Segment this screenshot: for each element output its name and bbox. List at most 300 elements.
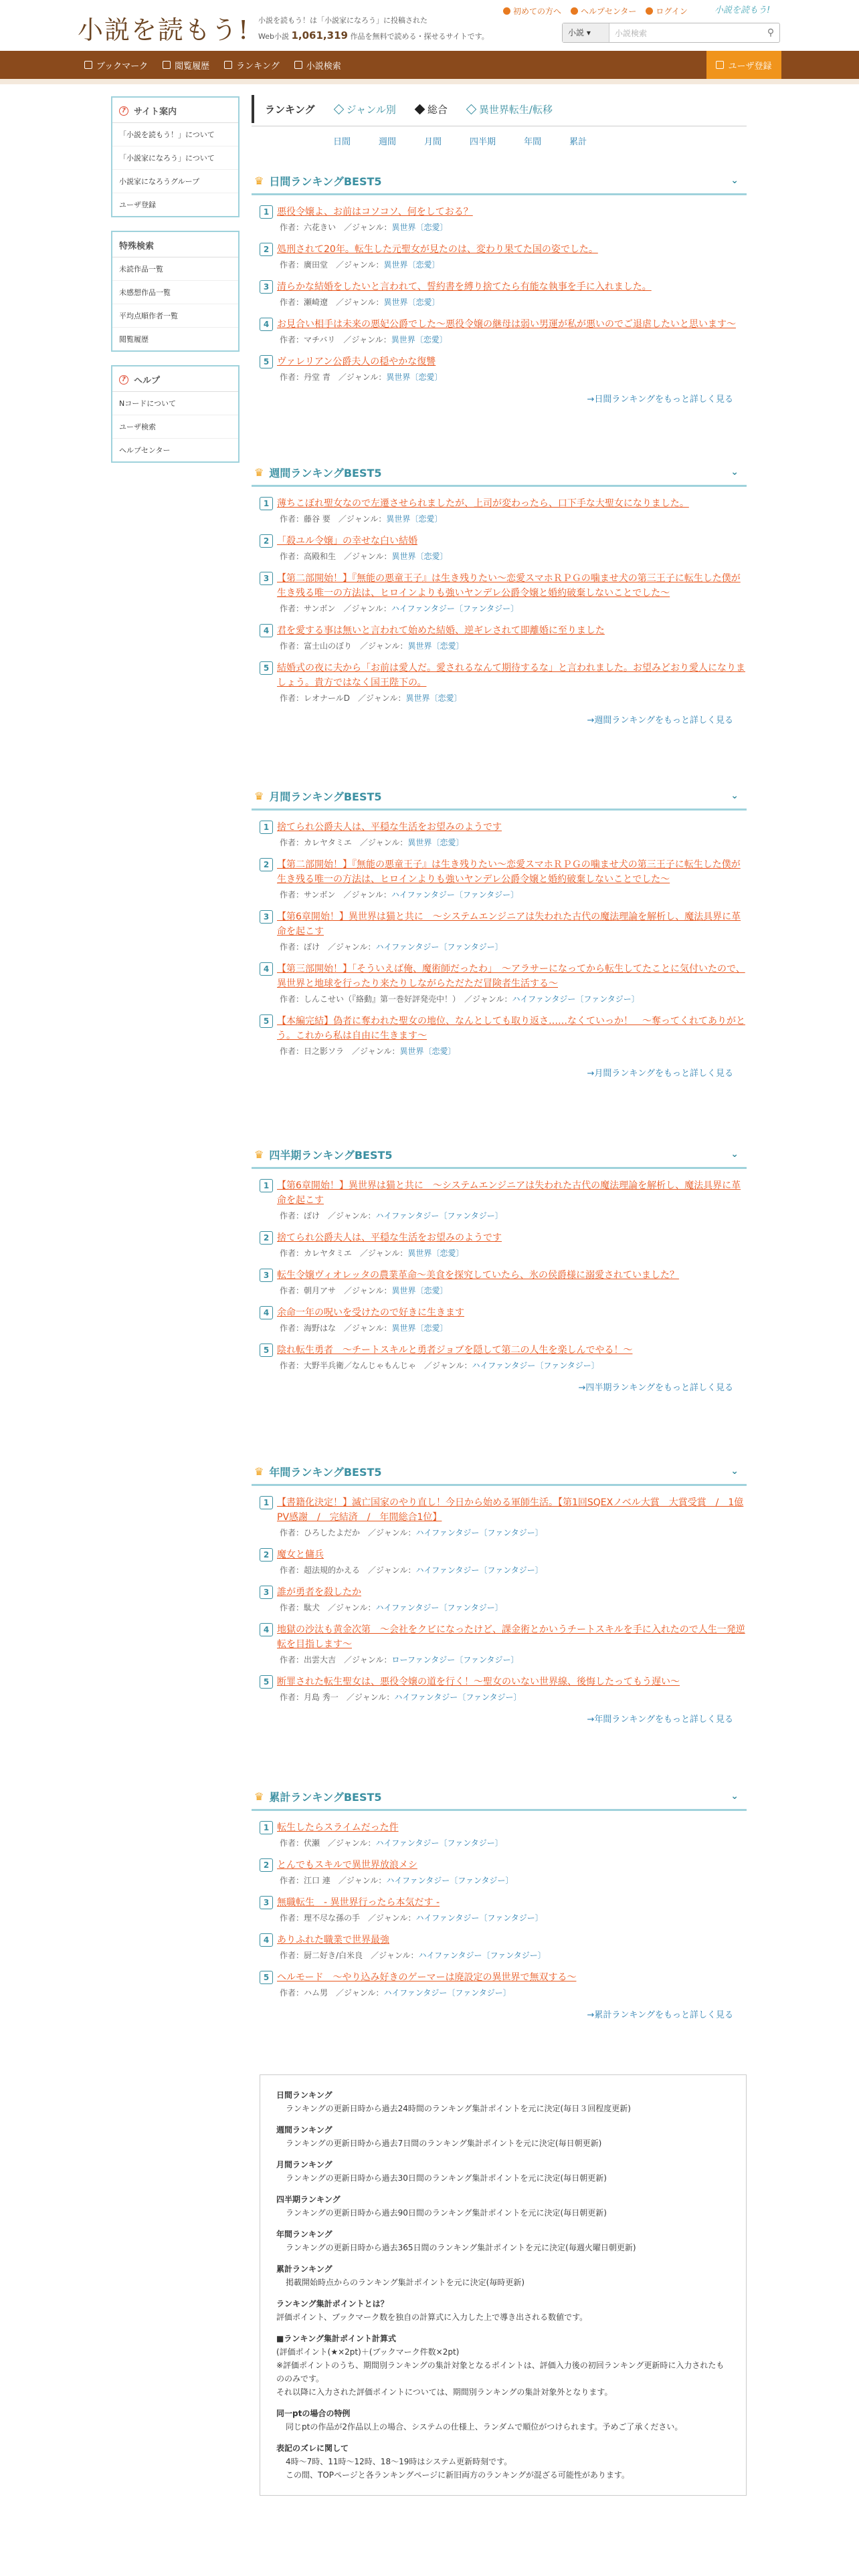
special-search-box [111, 231, 240, 352]
tab-genre[interactable]: ジャンル別 [335, 102, 396, 116]
entries-list [252, 487, 747, 704]
search-icon[interactable]: ⚲ [767, 27, 775, 38]
site-guide-title: ? サイト案内 [112, 98, 238, 123]
genre-link[interactable]: ハイファンタジー〔ファンタジー〕 [415, 1566, 543, 1575]
novel-title-link[interactable]: 【第6章開始！】異世界は猫と共に ～システムエンジニアは失われた古代の魔法理論を解析し、魔法具界に革命を起こす [277, 911, 741, 937]
list-item [260, 1970, 747, 1998]
entries-list [252, 811, 747, 1057]
bookmark-icon [84, 61, 92, 69]
section-header[interactable] [252, 1459, 747, 1486]
note-heading: 累計ランキング [276, 2264, 332, 2274]
genre-link[interactable]: 異世界〔恋愛〕 [407, 838, 464, 847]
author-link[interactable]: ぽけ [304, 942, 320, 952]
entry-meta: 作者：六花きい ／ジャンル：異世界〔恋愛〕 [280, 223, 448, 232]
period-link[interactable]: 年間 [524, 137, 542, 147]
rank-badge: 1 [260, 1179, 273, 1192]
author-label: 作者： [280, 641, 304, 651]
genre-label: ジャンル： [354, 1693, 395, 1702]
note-heading: 表記のズレに関して [276, 2444, 349, 2453]
search-input[interactable]: 小説検索 [615, 28, 648, 38]
ranking-tabs [252, 95, 747, 123]
entry-meta: 作者：江口 連 ／ジャンル：ハイファンタジー〔ファンタジー〕 [280, 1876, 514, 1885]
entry-meta: 作者：マチバリ ／ジャンル：異世界〔恋愛〕 [280, 335, 448, 344]
author-label: 作者： [280, 604, 304, 613]
genre-link[interactable]: ハイファンタジー〔ファンタジー〕 [375, 1838, 503, 1848]
genre-label: ジャンル： [366, 693, 406, 703]
rank-badge: 5 [260, 355, 273, 368]
genre-link[interactable]: 異世界〔恋愛〕 [386, 514, 443, 524]
rank-badge: 3 [260, 1586, 273, 1599]
entry-meta: 作者：ぽけ ／ジャンル：ハイファンタジー〔ファンタジー〕 [280, 942, 503, 952]
genre-label: ジャンル： [376, 1566, 416, 1575]
author-label: 作者： [280, 1951, 304, 1960]
genre-label: ジャンル： [352, 1323, 392, 1333]
author-link[interactable]: 超法規的かえる [304, 1566, 361, 1575]
genre-link[interactable]: ハイファンタジー〔ファンタジー〕 [386, 1876, 514, 1885]
novel-title-link[interactable]: 転生したらスライムだった件 [277, 1822, 399, 1833]
note-text: ランキングの更新日時から過去24時間のランキング集計ポイントを元に決定(毎日３回程度更新) [286, 2104, 631, 2113]
list-item [260, 1585, 747, 1613]
top-nav [503, 5, 688, 17]
novel-title-link[interactable]: 【書籍化決定！】滅亡国家のやり直し！今日から始める軍師生活。【第1回SQEXノベル大賞 大賞受賞 / 1億PV感謝 / 完結済 / 年間総合1位】 [277, 1497, 744, 1523]
author-link[interactable]: 高殿和生 [304, 552, 337, 561]
period-link[interactable]: 週間 [379, 137, 397, 147]
author-link[interactable]: ひろしたよだか [304, 1528, 361, 1537]
note-heading: 同一ptの場合の特例 [276, 2409, 351, 2418]
genre-link[interactable]: 異世界〔恋愛〕 [383, 260, 440, 270]
entry-meta: 作者：駄犬 ／ジャンル：ハイファンタジー〔ファンタジー〕 [280, 1603, 503, 1612]
author-label: 作者： [280, 838, 304, 847]
novel-title-link[interactable]: ヘルモード ～やり込み好きのゲーマーは廃設定の異世界で無双する～ [277, 1972, 577, 1983]
novel-title-link[interactable]: 地獄の沙汰も黄金次第 ～会社をクビになったけど、課金術とかいうチートスキルを手に入れたので人生一発逆転を目指します～ [277, 1624, 745, 1650]
genre-link[interactable]: ハイファンタジー〔ファンタジー〕 [375, 1211, 503, 1220]
novel-title-link[interactable]: 処刑されて20年。転生した元聖女が見たのは、変わり果てた国の姿でした。 [277, 244, 598, 255]
section-header[interactable] [252, 1784, 747, 1811]
sidebar-item[interactable]: 「小説を読もう！」について [112, 123, 238, 146]
period-link[interactable]: 累計 [569, 137, 587, 147]
period-links [252, 126, 747, 153]
sidebar-item[interactable]: 未感想作品一覧 [112, 281, 238, 304]
crown-icon: ♛ [254, 790, 264, 802]
nav-search[interactable]: 小説検索 [294, 59, 341, 72]
note-heading: 四半期ランキング [276, 2195, 341, 2204]
rank-badge: 2 [260, 1548, 273, 1562]
genre-label: ジャンル： [346, 514, 387, 524]
entry-meta: 作者：ひろしたよだか ／ジャンル：ハイファンタジー〔ファンタジー〕 [280, 1528, 543, 1537]
chevron-down-icon[interactable]: ⌄ [731, 1791, 739, 1802]
genre-label: ジャンル： [352, 552, 392, 561]
sidebar-item[interactable]: ユーザ登録 [119, 201, 156, 209]
section-header[interactable] [252, 169, 747, 195]
entry-meta: 作者：超法規的かえる ／ジャンル：ハイファンタジー〔ファンタジー〕 [280, 1566, 543, 1575]
author-link[interactable]: ハム男 [304, 1988, 328, 1998]
novel-title-link[interactable]: 悪役令嬢よ、お前はコソコソ、何をしておる？ [277, 207, 473, 217]
author-link[interactable]: 伏瀬 [304, 1838, 320, 1848]
author-label: 作者： [280, 335, 304, 344]
search-form [562, 23, 780, 43]
note-heading: 年間ランキング [276, 2230, 332, 2239]
rank-badge: 3 [260, 572, 273, 585]
rank-badge: 3 [260, 1269, 273, 1282]
author-label: 作者： [280, 1361, 304, 1370]
rank-badge: 5 [260, 661, 273, 675]
author-link[interactable]: 廣田堂 [304, 260, 328, 270]
tagline: 小説を読もう！は「小説家になろう」に投稿された [258, 16, 427, 25]
note-heading: ランキング集計ポイントとは？ [276, 2299, 389, 2309]
question-icon: ? [119, 375, 128, 385]
crown-icon: ♛ [254, 1465, 264, 1478]
author-label: 作者： [280, 260, 304, 270]
genre-link[interactable]: ハイファンタジー〔ファンタジー〕 [391, 604, 519, 613]
entry-meta: 作者：サンボン ／ジャンル：ハイファンタジー〔ファンタジー〕 [280, 604, 519, 613]
period-link[interactable]: 日間 [333, 137, 351, 147]
rank-badge: 4 [260, 318, 273, 331]
section-title: 日間ランキングBEST5 [269, 175, 382, 188]
section-header[interactable] [252, 1142, 747, 1169]
author-link[interactable]: 月島 秀一 [304, 1693, 339, 1702]
rank-badge: 5 [260, 1971, 273, 1984]
sidebar-item[interactable]: ヘルプセンター [119, 446, 171, 455]
novel-title-link[interactable]: 【第二部開始！】『無能の悪童王子』は生き残りたい～恋愛スマホＲＰＧの噛ませ犬の第三王子に転生した僕が生き残る唯一の方法は、ヒロインよりも強いヤンデレ公爵令嬢と婚約破棄しないことでした～ [277, 573, 741, 599]
author-link[interactable]: 大野半兵衛／なんじゃもんじゃ [304, 1361, 417, 1370]
rank-badge: 3 [260, 1896, 273, 1909]
note-text: それ以降に入力された評価ポイントについては、期間別ランキングの集計対象外となります。 [276, 2387, 613, 2397]
crown-icon: ♛ [254, 1148, 264, 1161]
novel-title-link[interactable]: 【第三部開始！】「そういえば俺、魔術師だったわ」 ～アラサーになってから転生してたことに気付いたので、異世界と地球を行ったり来たりしながらただただ冒険者生活する～ [277, 964, 745, 989]
rank-badge: 4 [260, 1306, 273, 1319]
genre-label: ジャンル： [336, 1838, 376, 1848]
chevron-down-icon[interactable]: ⌄ [731, 175, 739, 186]
genre-label: ジャンル： [346, 1876, 387, 1885]
history-icon [163, 61, 171, 69]
note-text: ランキングの更新日時から過去30日間のランキング集計ポイントを元に決定(毎日朝更新) [286, 2173, 607, 2183]
list-item [260, 857, 747, 900]
author-link[interactable]: 理不尽な孫の手 [304, 1913, 361, 1923]
list-item [260, 962, 747, 1004]
list-item [260, 1343, 747, 1371]
list-item [260, 1268, 747, 1296]
list-item [260, 354, 747, 383]
genre-label: ジャンル： [368, 641, 408, 651]
list-item [260, 623, 747, 651]
rank-badge: 4 [260, 1933, 273, 1947]
period-link[interactable]: 四半期 [470, 137, 496, 147]
entry-meta: 作者：大野半兵衛／なんじゃもんじゃ ／ジャンル：ハイファンタジー〔ファンタジー〕 [280, 1361, 599, 1370]
list-item [260, 242, 747, 270]
author-link[interactable]: 江口 連 [304, 1876, 330, 1885]
genre-link[interactable]: ローファンタジー〔ファンタジー〕 [391, 1655, 519, 1665]
novel-title-link[interactable]: 結婚式の夜に夫から「お前は愛人だ。愛されるなんて期待するな」と言われました。お望みどおり愛人になりましょう。貴方ではなく国王陛下の。 [277, 663, 745, 688]
rank-badge: 5 [260, 1675, 273, 1689]
note-text: ランキングの更新日時から過去365日間のランキング集計ポイントを元に決定(毎週火曜日朝更新) [286, 2243, 636, 2252]
genre-link[interactable]: ハイファンタジー〔ファンタジー〕 [418, 1951, 546, 1960]
chevron-down-icon[interactable]: ⌄ [731, 790, 739, 801]
sidebar-item[interactable]: 小説家になろうグループ [112, 170, 238, 193]
author-link[interactable]: 日之影ソラ [304, 1047, 345, 1056]
help-center-link[interactable]: ヘルプセンター [571, 5, 636, 17]
note-text: 評価ポイント、ブックマーク数を独自の計算式に入力した上で導き出される数値です。 [276, 2313, 588, 2322]
note-heading: 日間ランキング [276, 2090, 332, 2100]
rank-badge: 2 [260, 1858, 273, 1872]
novel-title-link[interactable]: とんでもスキルで異世界放浪メシ [277, 1860, 417, 1870]
sidebar-item[interactable]: 平均点順作者一覧 [112, 304, 238, 328]
author-link[interactable]: カレヤタミエ [304, 838, 352, 847]
list-item [260, 205, 747, 233]
sidebar-item[interactable]: 未読作品一覧 [112, 257, 238, 281]
novel-title-link[interactable]: お見合い相手は未来の悪妃公爵でした～悪役令嬢の継母は弱い男運が私が悪いのでご退虐したいと思います～ [277, 319, 736, 330]
chevron-down-icon[interactable]: ⌄ [731, 1466, 739, 1477]
nav-ranking[interactable]: ランキング [224, 59, 280, 72]
author-link[interactable]: 海野はな [304, 1323, 337, 1333]
genre-link[interactable]: ハイファンタジー〔ファンタジー〕 [391, 890, 519, 899]
notes-list [276, 2088, 730, 2289]
list-item [260, 820, 747, 848]
note-text: 4時～7時、11時～12時、18～19時はシステム更新時刻です。 [286, 2457, 512, 2466]
list-item [260, 1230, 747, 1259]
genre-link[interactable]: 異世界〔恋愛〕 [407, 641, 464, 651]
crown-icon: ♛ [254, 1790, 264, 1803]
note-text: ランキングの更新日時から過去90日間のランキング集計ポイントを元に決定(毎日朝更新) [286, 2208, 607, 2218]
site-logo[interactable]: 小説を読もう! [78, 15, 250, 45]
novel-title-link[interactable]: 【本編完結】偽者に奪われた聖女の地位、なんとしても取り返さ……なくていっか！ ～奪ってくれてありがとう。これから私は自由に生きます～ [277, 1016, 745, 1041]
novel-title-link[interactable]: 【第6章開始！】異世界は猫と共に ～システムエンジニアは失われた古代の魔法理論を解析し、魔法具界に革命を起こす [277, 1180, 741, 1206]
more-link[interactable]: →週間ランキングをもっと詳しく見る [587, 716, 733, 726]
entry-meta: 作者：高殿和生 ／ジャンル：異世界〔恋愛〕 [280, 552, 448, 561]
chevron-down-icon[interactable]: ⌄ [731, 1149, 739, 1160]
entry-meta: 作者：しんこせい（『絡動』第一巻好評発売中！） ／ジャンル：ハイファンタジー〔ファンタジー〕 [280, 994, 640, 1004]
novel-title-link[interactable]: 君を愛する事は無いと言われて始めた結婚、逆ギレされて即離婚に至りました [277, 625, 605, 636]
list-item [260, 1622, 747, 1665]
genre-label: ジャンル： [351, 335, 391, 344]
nav-bookmark[interactable]: ブックマーク [84, 59, 148, 72]
genre-link[interactable]: ハイファンタジー〔ファンタジー〕 [415, 1528, 543, 1537]
register-button[interactable]: ユーザ登録 [706, 51, 781, 79]
list-item [260, 1178, 747, 1221]
special-search-title: 特殊検索 [112, 232, 238, 257]
novel-title-link[interactable]: 無職転生 - 異世界行ったら本気だす - [277, 1897, 440, 1908]
entry-meta: 作者：藤谷 要 ／ジャンル：異世界〔恋愛〕 [280, 514, 443, 524]
novel-title-link[interactable]: 捨てられ公爵夫人は、平穏な生活をお望みのようです [277, 822, 502, 833]
entries-list [252, 195, 747, 383]
genre-label: ジャンル： [346, 372, 387, 382]
sidebar-item[interactable]: 閲覧履歴 [119, 335, 149, 344]
author-link[interactable]: 瀬崎遼 [304, 298, 328, 307]
author-link[interactable]: 出雲大吉 [304, 1655, 337, 1665]
author-link[interactable]: 朝月アサ [304, 1286, 337, 1295]
help-icon [571, 7, 578, 15]
chevron-down-icon[interactable]: ⌄ [731, 467, 739, 477]
tab-total[interactable]: 総合 [416, 102, 448, 116]
section-title: 年間ランキングBEST5 [269, 1466, 382, 1479]
entries-list [252, 1169, 747, 1371]
author-link[interactable]: 丹堂 青 [304, 372, 330, 382]
entry-meta: 作者：サンボン ／ジャンル：ハイファンタジー〔ファンタジー〕 [280, 890, 519, 899]
more-link[interactable]: →年間ランキングをもっと詳しく見る [587, 1715, 733, 1725]
author-label: 作者： [280, 223, 304, 232]
diamond-icon [466, 104, 477, 114]
entry-meta: 作者：廣田堂 ／ジャンル：異世界〔恋愛〕 [280, 260, 440, 270]
entries-list [252, 1486, 747, 1703]
genre-label: ジャンル： [379, 1951, 419, 1960]
list-item [260, 1820, 747, 1848]
genre-link[interactable]: ハイファンタジー〔ファンタジー〕 [472, 1361, 599, 1370]
nav-subline [0, 79, 859, 84]
nav-history[interactable]: 閲覧履歴 [163, 59, 209, 72]
author-link[interactable]: 富士山のぼり [304, 641, 353, 651]
novel-title-link[interactable]: 転生令嬢ヴィオレッタの農業革命～美食を探究していたら、氷の侯爵様に溺愛されていました？ [277, 1270, 680, 1281]
list-item [260, 1858, 747, 1886]
novel-title-link[interactable]: ヴァレリアン公爵夫人の穏やかな復讐 [277, 356, 436, 367]
genre-link[interactable]: 異世界〔恋愛〕 [391, 552, 448, 561]
genre-label: ジャンル： [336, 1211, 376, 1220]
genre-link[interactable]: 異世界〔恋愛〕 [391, 1286, 448, 1295]
genre-link[interactable]: ハイファンタジー〔ファンタジー〕 [375, 942, 503, 952]
author-link[interactable]: サンボン [304, 604, 336, 613]
genre-link[interactable]: 異世界〔恋愛〕 [383, 298, 440, 307]
author-link[interactable]: 六花きい [304, 223, 337, 232]
info-icon [503, 7, 510, 15]
genre-label: ジャンル： [351, 604, 391, 613]
list-item [260, 534, 747, 562]
section-title: 四半期ランキングBEST5 [269, 1149, 393, 1162]
note-text: 同じptの作品が2作品以上の場合、システムの仕様上、ランダムで順位がつけられます。予めご了承ください。 [286, 2422, 683, 2432]
author-label: 作者： [280, 1876, 304, 1885]
genre-link[interactable]: 異世界〔恋愛〕 [391, 1323, 448, 1333]
entry-meta: 作者：ぽけ ／ジャンル：ハイファンタジー〔ファンタジー〕 [280, 1211, 503, 1220]
sidebar-item[interactable]: 「小説家になろう」について [112, 146, 238, 170]
genre-link[interactable]: ハイファンタジー〔ファンタジー〕 [375, 1603, 503, 1612]
ranking-section [252, 1142, 747, 1393]
author-label: 作者： [280, 1323, 304, 1333]
list-item [260, 1305, 747, 1333]
genre-link[interactable]: 異世界〔恋愛〕 [391, 335, 448, 344]
entry-meta: 作者：レオナールD ／ジャンル：異世界〔恋愛〕 [280, 693, 462, 703]
novel-title-link[interactable]: 陰れ転生勇者 ～チートスキルと勇者ジョブを隠して第二の人生を楽しんでやる！～ [277, 1345, 633, 1356]
ranking-notes [260, 2074, 747, 2496]
genre-label: ジャンル： [336, 942, 376, 952]
author-label: 作者： [280, 1047, 304, 1056]
novel-title-link[interactable]: 誰が勇者を殺したか [277, 1587, 361, 1598]
ranking-main [252, 95, 747, 153]
genre-link[interactable]: 異世界〔恋愛〕 [386, 372, 443, 382]
novel-title-link[interactable]: 魔女と傭兵 [277, 1549, 324, 1560]
author-label: 作者： [280, 890, 304, 899]
entry-meta: 作者：海野はな ／ジャンル：異世界〔恋愛〕 [280, 1323, 448, 1333]
novel-title-link[interactable]: 断罪された転生聖女は、悪役令嬢の道を行く！～聖女のいない世界線、後悔したってもう遅い～ [277, 1677, 680, 1687]
author-label: 作者： [280, 1988, 304, 1998]
genre-link[interactable]: 異世界〔恋愛〕 [405, 693, 462, 703]
genre-label: ジャンル： [344, 1988, 384, 1998]
genre-link[interactable]: 異世界〔恋愛〕 [399, 1047, 456, 1056]
author-link[interactable]: レオナールD [304, 693, 351, 703]
more-link[interactable]: →月間ランキングをもっと詳しく見る [587, 1069, 733, 1079]
more-link[interactable]: →累計ランキングをもっと詳しく見る [587, 2010, 733, 2020]
genre-link[interactable]: ハイファンタジー〔ファンタジー〕 [512, 994, 640, 1004]
section-title: 累計ランキングBEST5 [269, 1791, 382, 1804]
author-link[interactable]: カレヤタミエ [304, 1249, 352, 1258]
list-item [260, 909, 747, 952]
genre-link[interactable]: 異世界〔恋愛〕 [407, 1249, 464, 1258]
site-header [0, 0, 859, 51]
entry-meta: 作者：厨二好き/白米良 ／ジャンル：ハイファンタジー〔ファンタジー〕 [280, 1951, 546, 1960]
author-label: 作者： [280, 1211, 304, 1220]
more-link[interactable]: →四半期ランキングをもっと詳しく見る [578, 1383, 733, 1393]
novel-title-link[interactable]: 「殺ユル令嬢」の幸せな白い結婚 [277, 536, 417, 546]
login-link[interactable]: ログイン [646, 5, 687, 17]
more-link[interactable]: →日間ランキングをもっと詳しく見る [587, 395, 733, 405]
author-label: 作者： [280, 1286, 304, 1295]
sidebar-item[interactable]: ユーザ検索 [112, 415, 238, 439]
entry-meta: 作者：日之影ソラ ／ジャンル：異世界〔恋愛〕 [280, 1047, 456, 1056]
genre-link[interactable]: ハイファンタジー〔ファンタジー〕 [394, 1693, 522, 1702]
genre-label: ジャンル： [376, 1913, 416, 1923]
author-link[interactable]: マチバリ [304, 335, 336, 344]
author-link[interactable]: しんこせい（『絡動』第一巻好評発売中！） [304, 994, 457, 1004]
section-header[interactable] [252, 784, 747, 811]
author-link[interactable]: 駄犬 [304, 1603, 320, 1612]
sidebar-item[interactable]: Nコードについて [112, 392, 238, 415]
novel-title-link[interactable]: 余命一年の呪いを受けたので好きに生きます [277, 1307, 464, 1318]
rank-badge: 5 [260, 1344, 273, 1357]
author-label: 作者： [280, 372, 304, 382]
list-item [260, 280, 747, 308]
author-link[interactable]: 藤谷 要 [304, 514, 330, 524]
rank-badge: 3 [260, 280, 273, 294]
rank-badge: 4 [260, 962, 273, 976]
novel-title-link[interactable]: 捨てられ公爵夫人は、平穏な生活をお望みのようです [277, 1232, 502, 1243]
site-guide-box [111, 96, 240, 217]
author-link[interactable]: 厨二好き/白米良 [304, 1951, 363, 1960]
author-label: 作者： [280, 514, 304, 524]
section-header[interactable] [252, 460, 747, 487]
period-link[interactable]: 月間 [424, 137, 442, 147]
author-label: 作者： [280, 994, 304, 1004]
author-link[interactable]: ぽけ [304, 1211, 320, 1220]
list-item [260, 571, 747, 614]
genre-label: ジャンル： [352, 223, 392, 232]
login-icon [646, 7, 653, 15]
author-label: 作者： [280, 298, 304, 307]
note-text: ランキングの更新日時から過去7日間のランキング集計ポイントを元に決定(毎日朝更新) [286, 2139, 602, 2148]
help-title: ? ヘルプ [112, 366, 238, 392]
entry-meta: 作者：瀬崎遼 ／ジャンル：異世界〔恋愛〕 [280, 298, 440, 307]
genre-label: ジャンル： [367, 1249, 408, 1258]
genre-link[interactable]: ハイファンタジー〔ファンタジー〕 [383, 1988, 511, 1998]
tab-isekai[interactable]: 異世界転生/転移 [468, 102, 553, 116]
tagline-count: Web小説 1,061,319 作品を無料で読める・探せるサイトです。 [258, 29, 489, 41]
list-item [260, 1895, 747, 1923]
novel-title-link[interactable]: ありふれた職業で世界最強 [277, 1935, 389, 1945]
section-title: 月間ランキングBEST5 [269, 790, 382, 803]
genre-link[interactable]: ハイファンタジー〔ファンタジー〕 [415, 1913, 543, 1923]
yomou-sub-logo[interactable]: 小説を読もう! [714, 5, 771, 15]
genre-label: ジャンル： [336, 1603, 376, 1612]
author-label: 作者： [280, 693, 304, 703]
search-type-select[interactable]: 小説 ▾ [563, 23, 609, 42]
rank-badge: 1 [260, 497, 273, 510]
diamond-filled-icon [415, 104, 425, 114]
entry-meta: 作者：理不尽な孫の手 ／ジャンル：ハイファンタジー〔ファンタジー〕 [280, 1913, 543, 1923]
rank-badge: 4 [260, 1623, 273, 1636]
novel-title-link[interactable]: 薄ちこぼれ聖女なので左遷させられましたが、上司が変わったら、口下手な大聖女になりました。 [277, 498, 689, 509]
genre-link[interactable]: 異世界〔恋愛〕 [391, 223, 448, 232]
diamond-icon [333, 104, 344, 114]
novel-title-link[interactable]: 清らかな結婚をしたいと言われて、誓約書を縛り捨てたら有能な執事を手に入れました。 [277, 282, 652, 292]
list-item [260, 1547, 747, 1576]
author-link[interactable]: サンボン [304, 890, 336, 899]
novel-title-link[interactable]: 【第二部開始！】『無能の悪童王子』は生き残りたい～恋愛スマホＲＰＧの噛ませ犬の第三王子に転生した僕が生き残る唯一の方法は、ヒロインよりも強いヤンデレ公爵令嬢と婚約破棄しないことでした～ [277, 859, 741, 885]
first-visit-link[interactable]: 初めての方へ [503, 5, 561, 17]
